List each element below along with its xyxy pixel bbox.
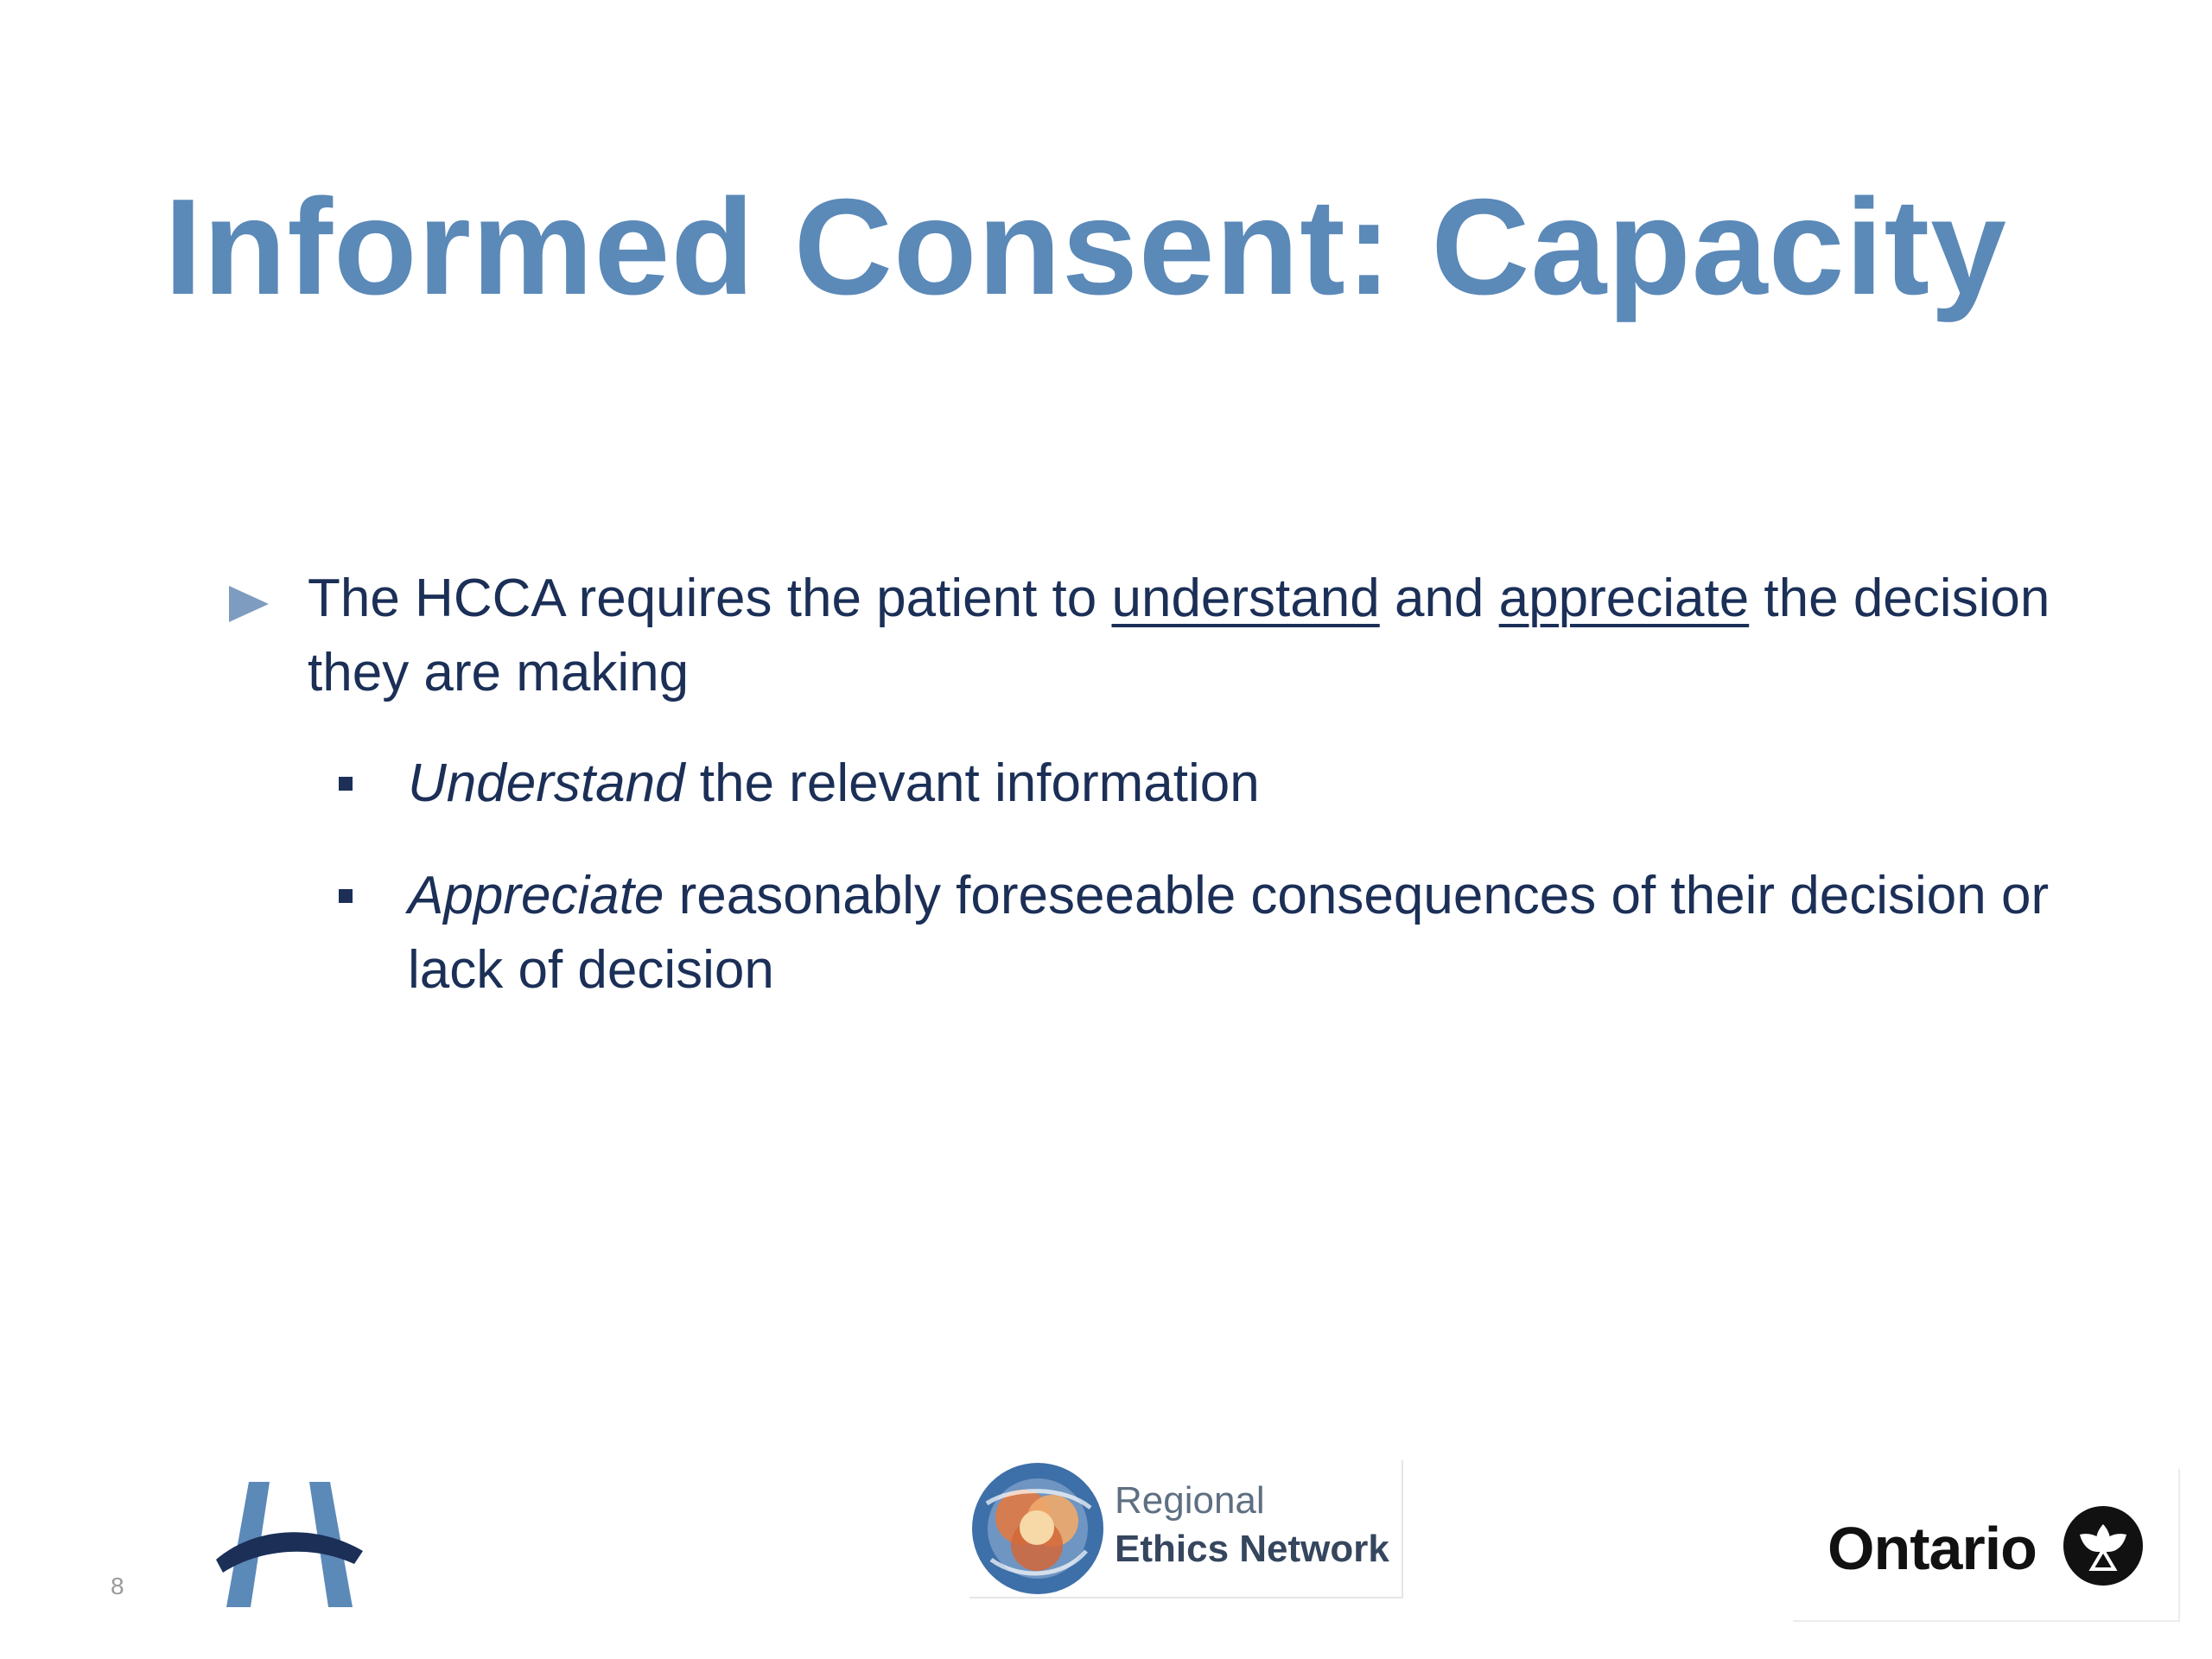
square-bullet-icon [339,889,353,903]
sub-bullet-emphasis: Appreciate [408,866,664,925]
bullet-hcca [229,562,2095,710]
bullet-text-after: the decision they are making [308,569,2050,702]
ren-logo-line1: Regional [1115,1479,1265,1522]
page-number: 8 [111,1573,124,1599]
square-bullet-icon [339,777,353,791]
sub-bullet-understand [229,747,2095,821]
sub-bullet-text: the relevant information [684,753,1260,813]
sub-bullet-appreciate [229,859,2095,1007]
h-arch-logo-icon [216,1482,363,1607]
slide-title: Informed Consent: Capacity [164,171,2007,323]
slide-body [229,562,2095,1007]
sub-bullet-text: reasonably foreseeable consequences of their decision or lack of decision [408,866,2050,1000]
ontario-logo [1793,1469,2180,1622]
ren-emblem-icon [969,1460,1106,1597]
bullet-text-before: The HCCA requires the patient to [308,569,1112,628]
bullet-text-middle: and [1379,569,1499,628]
ontario-wordmark: Ontario [1827,1515,2037,1582]
ren-logo [969,1460,1403,1599]
bullet-underline-appreciate: appreciate [1498,569,1750,628]
bullet-underline-understand: understand [1111,569,1380,628]
triangle-bullet-icon [229,586,269,622]
ren-logo-line2: Ethics Network [1115,1528,1389,1570]
sub-bullet-emphasis: Understand [408,753,685,813]
trillium-icon [2063,1505,2144,1586]
